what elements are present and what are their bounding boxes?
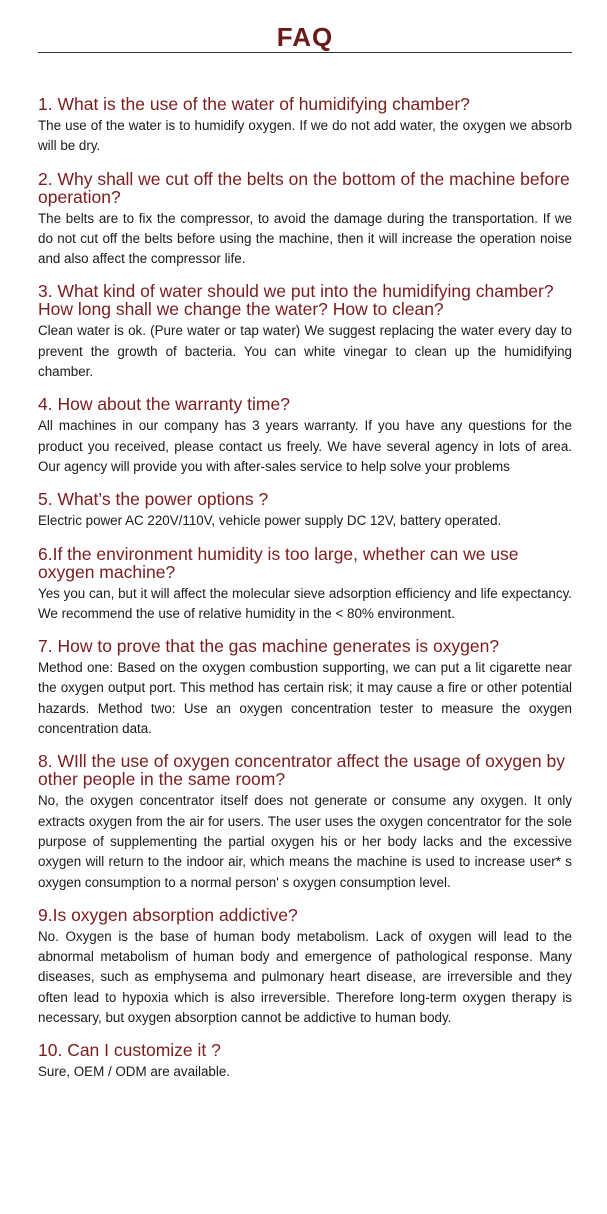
faq-question: 1. What is the use of the water of humidifying chamber? xyxy=(38,94,470,114)
faq-item xyxy=(38,282,572,382)
faq-answer: All machines in our company has 3 years warranty. If you have any questions for the product you received, please contact us freely. We have several agency in lots of area. Our agency will provide you with after-sales service to help solve your problems xyxy=(38,418,572,474)
faq-answer: The belts are to fix the compressor, to avoid the damage during the transportation. If we do not cut off the belts before using the machine, then it will increase the operation noise and also affect the compressor life. xyxy=(38,210,572,267)
faq-question: 5. What’s the power options ? xyxy=(38,489,269,510)
faq-answer: Method one: Based on the oxygen combustion supporting, we can put a lit cigarette near the oxygen output port. This method has certain risk; it may cause a fire or other potential hazards. Method two: Use an oxygen concentration tester to measure the oxygen concentration data. xyxy=(38,660,572,737)
faq-answer: Sure, OEM / ODM are available. xyxy=(38,1064,231,1080)
title-divider xyxy=(38,52,572,53)
faq-answer: No. Oxygen is the base of human body metabolism. Lack of oxygen will lead to the abnormal metabolism of human body and emergence of pathological response. Many diseases, such as emphysema and pulmonary heart disease, are irreversible and they often lead to hypoxia which is also irreversible. Therefore long-term oxygen therapy is necessary, but oxygen absorption cannot be addictive to human body. xyxy=(38,928,572,1026)
faq-question: 3. What kind of water should we put into the humidifying chamber? How long shall we change the water? How to clean? xyxy=(38,281,554,320)
faq-item xyxy=(38,752,572,892)
faq-page xyxy=(38,0,572,1096)
faq-question: 10. Can I customize it ? xyxy=(38,1040,221,1061)
faq-question: 8. WIll the use of oxygen concentrator affect the usage of oxygen by other people in the same room? xyxy=(38,751,565,790)
faq-item xyxy=(38,170,572,270)
faq-answer: Electric power AC 220V/110V, vehicle power supply DC 12V, battery operated. xyxy=(38,513,502,529)
faq-question: 6.If the environment humidity is too large, whether can we use oxygen machine? xyxy=(38,543,519,582)
faq-question: 4. How about the warranty time? xyxy=(38,394,290,415)
faq-answer: No, the oxygen concentrator itself does not generate or consume any oxygen. It only extracts oxygen from the air for users. The user uses the oxygen concentrator for the sole purpose of supplementing the partial oxygen his or her body lacks and the excessive oxygen will return to the indoor air, which means the machine is used to increase user* s oxygen consumption to a normal person' s oxygen consumption level. xyxy=(38,793,572,890)
faq-item xyxy=(38,906,572,1028)
faq-list xyxy=(38,95,572,1083)
faq-answer: The use of the water is to humidify oxygen. If we do not add water, the oxygen we absorb will be dry. xyxy=(38,118,572,154)
faq-question: 7. How to prove that the gas machine generates is oxygen? xyxy=(38,636,500,657)
faq-answer: Clean water is ok. (Pure water or tap water) We suggest replacing the water every day to prevent the growth of bacteria. You can white vinegar to clean up the humidifying chamber. xyxy=(38,323,572,380)
faq-item xyxy=(38,637,572,739)
page-title: FAQ xyxy=(276,22,334,52)
faq-question: 2. Why shall we cut off the belts on the bottom of the machine before operation? xyxy=(38,168,570,207)
faq-answer: Yes you can, but it will affect the molecular sieve adsorption efficiency and life expectancy. We recommend the use of relative humidity in the < 80% environment. xyxy=(38,585,572,621)
faq-item xyxy=(38,395,572,477)
faq-item xyxy=(38,95,572,157)
faq-question: 9.Is oxygen absorption addictive? xyxy=(38,904,298,925)
faq-item xyxy=(38,545,572,625)
faq-item xyxy=(38,1041,572,1082)
faq-item xyxy=(38,490,572,531)
